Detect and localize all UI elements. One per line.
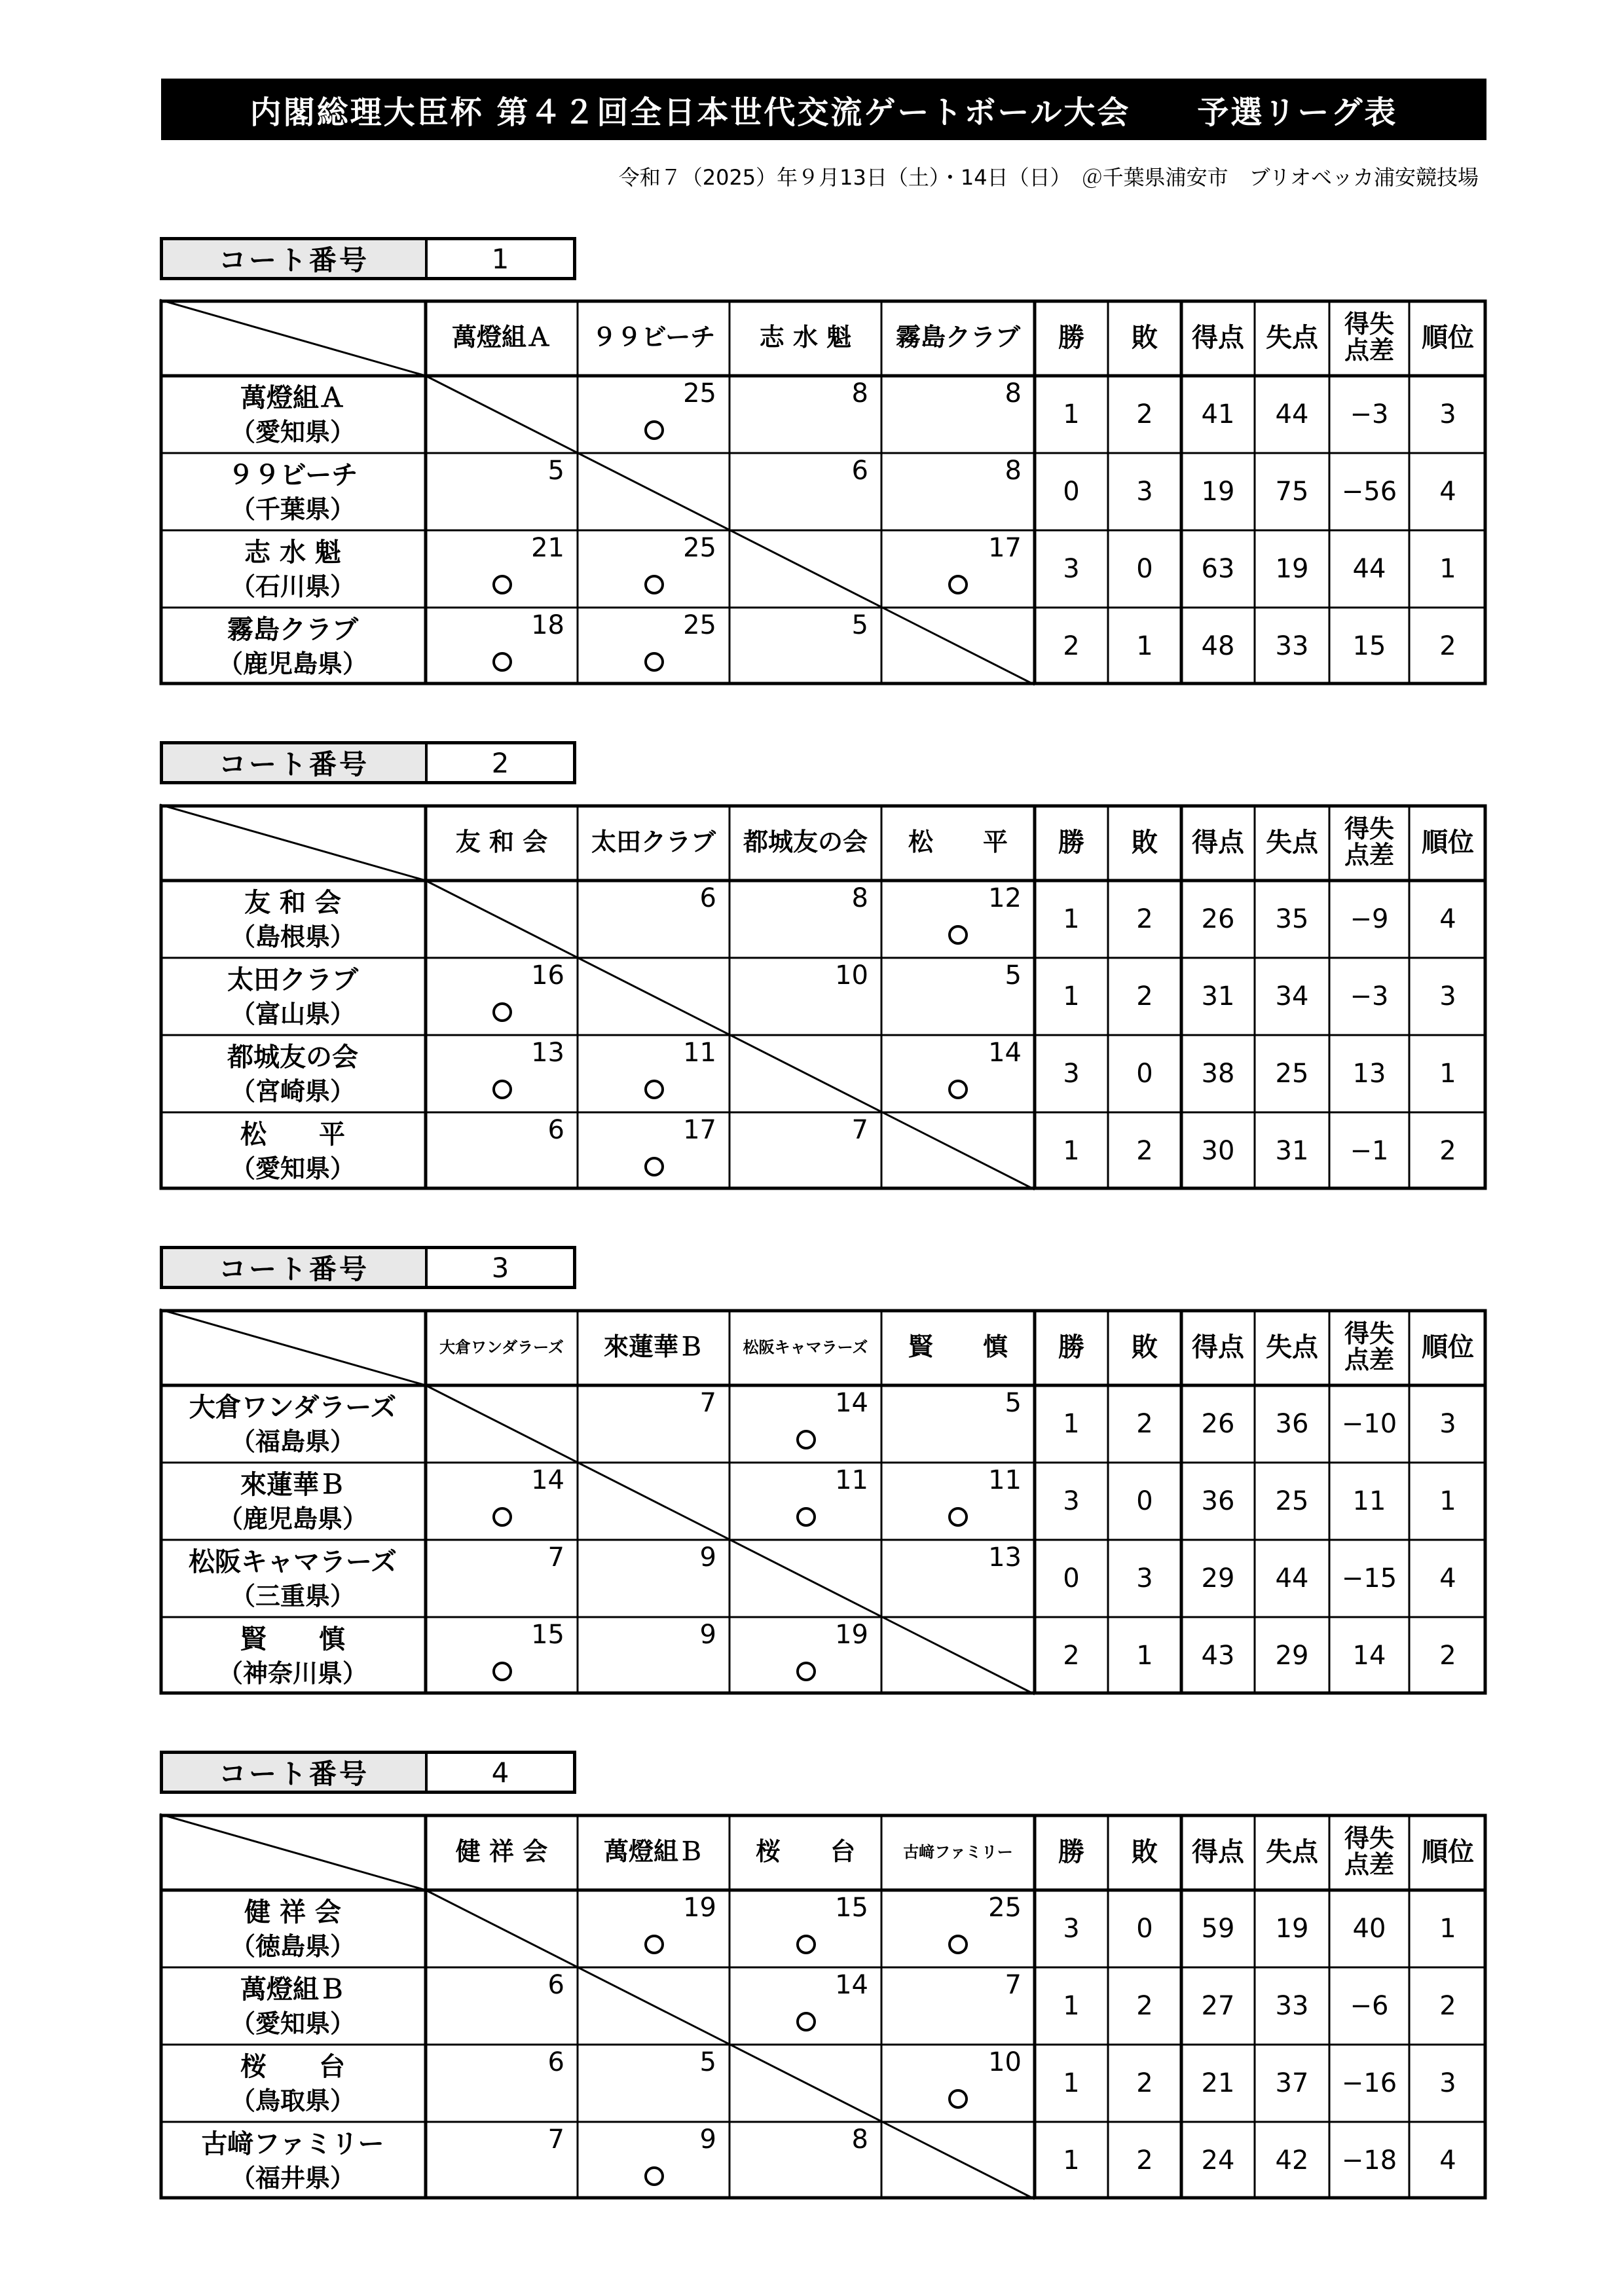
- column-header-stat: 得失 点差: [1344, 814, 1394, 869]
- match-score: 21: [531, 533, 564, 563]
- column-header-stat: 失点: [1266, 323, 1318, 353]
- stat-value: 34: [1275, 981, 1309, 1011]
- column-header-stat: 得失 点差: [1344, 1319, 1394, 1374]
- column-header-stat: 勝: [1058, 828, 1084, 858]
- match-score: 19: [683, 1893, 716, 1923]
- column-header-team: 來蓮華Ｂ: [603, 1332, 703, 1362]
- stat-value: 33: [1275, 1991, 1309, 2021]
- win-mark-circle: [948, 575, 968, 594]
- stat-value: 3: [1136, 477, 1153, 507]
- stat-value: 21: [1201, 2068, 1235, 2098]
- stat-value: 24: [1201, 2145, 1235, 2176]
- match-score: 19: [835, 1620, 868, 1650]
- league-table: [160, 300, 1486, 685]
- win-mark-circle: [948, 2089, 968, 2109]
- stat-value: 3: [1136, 1563, 1153, 1594]
- stat-value: 19: [1275, 554, 1309, 584]
- stat-value: 1: [1439, 1914, 1456, 1944]
- court-number-box: [160, 1246, 576, 1289]
- stat-value: 1: [1063, 1136, 1080, 1166]
- stat-value: −10: [1341, 1409, 1397, 1439]
- match-score: 8: [1005, 456, 1022, 486]
- stat-value: −16: [1341, 2068, 1397, 2098]
- column-header-team: 志 水 魁: [759, 323, 852, 352]
- stat-value: 4: [1439, 904, 1456, 934]
- stat-value: 3: [1063, 1914, 1080, 1944]
- stat-value: 4: [1439, 1563, 1456, 1594]
- stat-value: 3: [1063, 1486, 1080, 1516]
- win-mark-circle: [492, 652, 512, 672]
- win-mark-circle: [492, 1002, 512, 1022]
- stat-value: 41: [1201, 399, 1235, 429]
- match-score: 5: [699, 2047, 716, 2077]
- row-team-name: 來蓮華Ｂ: [240, 1470, 345, 1500]
- page-title: 内閣総理大臣杯 第４２回全日本世代交流ゲートボール大会 予選リーグ表: [161, 79, 1486, 140]
- stat-value: 4: [1439, 477, 1456, 507]
- row-team-name: 萬燈組Ｂ: [240, 1975, 345, 2005]
- row-team-prefecture: （福井県）: [230, 2164, 355, 2193]
- row-team-prefecture: （富山県）: [230, 1000, 355, 1029]
- stat-value: 25: [1275, 1059, 1309, 1089]
- corner-diagonal: [160, 300, 426, 376]
- win-mark-circle: [644, 1157, 664, 1176]
- stat-value: 3: [1439, 399, 1456, 429]
- match-score: 25: [683, 533, 716, 563]
- stat-value: 1: [1136, 1641, 1153, 1671]
- court-label-text: コート番号: [163, 744, 428, 781]
- row-team-name: 古﨑ファミリー: [201, 2129, 384, 2159]
- stat-value: 29: [1201, 1563, 1235, 1594]
- match-score: 8: [851, 378, 868, 409]
- column-header-team: 賢 慎: [908, 1332, 1008, 1362]
- column-header-stat: 得点: [1192, 828, 1244, 858]
- league-table: [160, 1309, 1486, 1694]
- stat-value: 0: [1136, 1914, 1153, 1944]
- stat-value: −1: [1350, 1136, 1389, 1166]
- match-score: 7: [699, 1388, 716, 1418]
- column-header-stat: 敗: [1132, 828, 1158, 858]
- column-header-team: 桜 台: [755, 1837, 855, 1867]
- stat-value: 48: [1201, 631, 1235, 661]
- column-header-stat: 敗: [1132, 1837, 1158, 1867]
- stat-value: 1: [1439, 554, 1456, 584]
- match-score: 6: [547, 2047, 564, 2077]
- stat-value: 42: [1275, 2145, 1309, 2176]
- court-number-box: [160, 1751, 576, 1794]
- match-score: 25: [683, 610, 716, 640]
- stat-value: 44: [1352, 554, 1386, 584]
- event-date-venue: 令和７（2025）年９月13日（土）・14日（日） ＠千葉県浦安市 ブリオベッカ浦安競技場: [618, 165, 1479, 190]
- column-header-stat: 失点: [1266, 1837, 1318, 1867]
- stat-value: −56: [1341, 477, 1397, 507]
- stat-value: −18: [1341, 2145, 1397, 2176]
- stat-value: 19: [1275, 1914, 1309, 1944]
- match-score: 10: [988, 2047, 1022, 2077]
- stat-value: 26: [1201, 1409, 1235, 1439]
- column-header-team: 古﨑ファミリー: [903, 1842, 1013, 1861]
- column-header-team: 都城友の会: [743, 828, 868, 857]
- row-team-name: 松 平: [240, 1120, 345, 1150]
- match-score: 10: [835, 960, 868, 991]
- stat-value: 37: [1275, 2068, 1309, 2098]
- row-team-prefecture: （鹿児島県）: [217, 649, 367, 679]
- stat-value: 63: [1201, 554, 1235, 584]
- match-score: 9: [699, 1620, 716, 1650]
- stat-value: 30: [1201, 1136, 1235, 1166]
- row-team-name: 健 祥 会: [244, 1897, 341, 1927]
- column-header-team: 萬燈組Ａ: [451, 323, 551, 352]
- row-team-name: 都城友の会: [227, 1042, 358, 1072]
- match-score: 12: [988, 883, 1022, 913]
- stat-value: −9: [1350, 904, 1389, 934]
- court-label-text: コート番号: [163, 240, 428, 277]
- stat-value: 75: [1275, 477, 1309, 507]
- stat-value: 15: [1352, 631, 1386, 661]
- column-header-stat: 得点: [1192, 1837, 1244, 1867]
- column-header-stat: 失点: [1266, 1332, 1318, 1362]
- win-mark-circle: [948, 1935, 968, 1954]
- stat-value: 2: [1136, 2068, 1153, 2098]
- stat-value: 13: [1352, 1059, 1386, 1089]
- match-score: 11: [988, 1465, 1022, 1495]
- match-score: 16: [531, 960, 564, 991]
- match-score: 7: [547, 1542, 564, 1573]
- stat-value: 1: [1439, 1059, 1456, 1089]
- stat-value: 3: [1063, 554, 1080, 584]
- stat-value: 0: [1063, 477, 1080, 507]
- stat-value: −15: [1341, 1563, 1397, 1594]
- stat-value: 1: [1063, 1991, 1080, 2021]
- match-score: 25: [988, 1893, 1022, 1923]
- win-mark-circle: [796, 1430, 816, 1449]
- win-mark-circle: [644, 575, 664, 594]
- match-score: 11: [683, 1038, 716, 1068]
- column-header-stat: 得失 点差: [1344, 310, 1394, 365]
- column-header-stat: 勝: [1058, 323, 1084, 353]
- match-score: 7: [851, 1115, 868, 1145]
- stat-value: 35: [1275, 904, 1309, 934]
- column-header-stat: 敗: [1132, 323, 1158, 353]
- court-label-text: コート番号: [163, 1249, 428, 1286]
- row-team-name: 桜 台: [240, 2052, 345, 2082]
- stat-value: 2: [1136, 2145, 1153, 2176]
- match-score: 9: [699, 2124, 716, 2155]
- row-team-name: 松阪キャマラーズ: [189, 1547, 397, 1577]
- column-header-team: 太田クラブ: [591, 828, 716, 857]
- row-team-prefecture: （島根県）: [230, 922, 355, 952]
- win-mark-circle: [644, 420, 664, 440]
- court-number: 3: [491, 1251, 509, 1284]
- win-mark-circle: [644, 652, 664, 672]
- row-team-prefecture: （愛知県）: [230, 418, 355, 447]
- stat-value: 2: [1136, 1991, 1153, 2021]
- stat-value: 1: [1439, 1486, 1456, 1516]
- stat-value: 2: [1439, 1136, 1456, 1166]
- column-header-team: 霧島クラブ: [895, 323, 1020, 352]
- stat-value: 11: [1352, 1486, 1386, 1516]
- column-header-stat: 失点: [1266, 828, 1318, 858]
- stat-value: 2: [1136, 1409, 1153, 1439]
- match-score: 8: [851, 883, 868, 913]
- court-number: 2: [491, 746, 509, 779]
- win-mark-circle: [492, 1662, 512, 1681]
- corner-diagonal: [160, 1814, 426, 1890]
- stat-value: 3: [1439, 2068, 1456, 2098]
- court-number: 1: [491, 242, 509, 275]
- row-team-prefecture: （鹿児島県）: [217, 1504, 367, 1534]
- row-team-prefecture: （徳島県）: [230, 1932, 355, 1961]
- match-score: 14: [531, 1465, 564, 1495]
- stat-value: 38: [1201, 1059, 1235, 1089]
- stat-value: 40: [1352, 1914, 1386, 1944]
- league-table: [160, 805, 1486, 1190]
- stat-value: 33: [1275, 631, 1309, 661]
- match-score: 13: [531, 1038, 564, 1068]
- stat-value: −3: [1350, 399, 1389, 429]
- win-mark-circle: [796, 1662, 816, 1681]
- column-header-stat: 順位: [1422, 828, 1474, 858]
- stat-value: 2: [1136, 904, 1153, 934]
- row-team-name: 霧島クラブ: [227, 615, 358, 645]
- win-mark-circle: [492, 1507, 512, 1527]
- column-header-team: 友 和 会: [455, 828, 548, 857]
- stat-value: 25: [1275, 1486, 1309, 1516]
- stat-value: 1: [1136, 631, 1153, 661]
- match-score: 5: [1005, 960, 1022, 991]
- stat-value: 29: [1275, 1641, 1309, 1671]
- corner-diagonal: [160, 1309, 426, 1385]
- column-header-stat: 敗: [1132, 1332, 1158, 1362]
- stat-value: 1: [1063, 2145, 1080, 2176]
- row-team-prefecture: （石川県）: [230, 572, 355, 602]
- stat-value: 1: [1063, 2068, 1080, 2098]
- corner-diagonal: [160, 805, 426, 881]
- stat-value: −6: [1350, 1991, 1389, 2021]
- court-number: 4: [491, 1756, 509, 1789]
- column-header-team: 松阪キャマラーズ: [743, 1338, 868, 1357]
- stat-value: 2: [1439, 1641, 1456, 1671]
- stat-value: 3: [1439, 981, 1456, 1011]
- stat-value: 2: [1136, 981, 1153, 1011]
- court-number-box: [160, 237, 576, 280]
- stat-value: 31: [1201, 981, 1235, 1011]
- stat-value: 2: [1439, 1991, 1456, 2021]
- win-mark-circle: [492, 1080, 512, 1099]
- stat-value: 3: [1063, 1059, 1080, 1089]
- row-team-prefecture: （福島県）: [230, 1427, 355, 1457]
- row-team-name: 志 水 魁: [244, 538, 341, 568]
- column-header-team: ９９ビーチ: [591, 323, 716, 352]
- match-score: 7: [1005, 1970, 1022, 2000]
- match-score: 13: [988, 1542, 1022, 1573]
- column-header-stat: 順位: [1422, 1332, 1474, 1362]
- column-header-team: 萬燈組Ｂ: [603, 1837, 703, 1867]
- column-header-stat: 得点: [1192, 323, 1244, 353]
- row-team-prefecture: （宮崎県）: [230, 1077, 355, 1106]
- win-mark-circle: [796, 1507, 816, 1527]
- win-mark-circle: [948, 925, 968, 945]
- win-mark-circle: [492, 575, 512, 594]
- win-mark-circle: [796, 1935, 816, 1954]
- row-team-prefecture: （千葉県）: [230, 495, 355, 524]
- stat-value: 36: [1275, 1409, 1309, 1439]
- stat-value: 0: [1136, 554, 1153, 584]
- stat-value: 2: [1063, 1641, 1080, 1671]
- column-header-stat: 得点: [1192, 1332, 1244, 1362]
- win-mark-circle: [948, 1507, 968, 1527]
- match-score: 5: [1005, 1388, 1022, 1418]
- column-header-stat: 順位: [1422, 323, 1474, 353]
- column-header-team: 大倉ワンダラーズ: [439, 1338, 564, 1357]
- league-table: [160, 1814, 1486, 2199]
- match-score: 5: [851, 610, 868, 640]
- row-team-name: ９９ビーチ: [227, 460, 358, 490]
- match-score: 14: [835, 1388, 868, 1418]
- column-header-stat: 勝: [1058, 1332, 1084, 1362]
- match-score: 17: [683, 1115, 716, 1145]
- stat-value: 0: [1136, 1486, 1153, 1516]
- match-score: 15: [531, 1620, 564, 1650]
- row-team-name: 太田クラブ: [227, 965, 358, 995]
- match-score: 17: [988, 533, 1022, 563]
- stat-value: 2: [1136, 399, 1153, 429]
- match-score: 25: [683, 378, 716, 409]
- match-score: 6: [851, 456, 868, 486]
- stat-value: 27: [1201, 1991, 1235, 2021]
- match-score: 8: [1005, 378, 1022, 409]
- stat-value: 26: [1201, 904, 1235, 934]
- row-team-prefecture: （神奈川県）: [217, 1659, 367, 1688]
- match-score: 6: [547, 1970, 564, 2000]
- stat-value: 1: [1063, 981, 1080, 1011]
- stat-value: −3: [1350, 981, 1389, 1011]
- match-score: 6: [699, 883, 716, 913]
- row-team-name: 萬燈組Ａ: [240, 383, 345, 413]
- stat-value: 4: [1439, 2145, 1456, 2176]
- stat-value: 1: [1063, 399, 1080, 429]
- stat-value: 3: [1439, 1409, 1456, 1439]
- stat-value: 2: [1439, 631, 1456, 661]
- stat-value: 2: [1063, 631, 1080, 661]
- match-score: 8: [851, 2124, 868, 2155]
- column-header-stat: 勝: [1058, 1837, 1084, 1867]
- row-team-prefecture: （鳥取県）: [230, 2086, 355, 2116]
- stat-value: 1: [1063, 1409, 1080, 1439]
- column-header-stat: 順位: [1422, 1837, 1474, 1867]
- row-team-prefecture: （三重県）: [230, 1582, 355, 1611]
- stat-value: 2: [1136, 1136, 1153, 1166]
- stat-value: 59: [1201, 1914, 1235, 1944]
- stat-value: 0: [1136, 1059, 1153, 1089]
- row-team-prefecture: （愛知県）: [230, 2009, 355, 2039]
- match-score: 9: [699, 1542, 716, 1573]
- match-score: 7: [547, 2124, 564, 2155]
- column-header-stat: 得失 点差: [1344, 1824, 1394, 1879]
- win-mark-circle: [644, 1935, 664, 1954]
- court-label-text: コート番号: [163, 1754, 428, 1791]
- court-number-box: [160, 741, 576, 784]
- match-score: 5: [547, 456, 564, 486]
- match-score: 11: [835, 1465, 868, 1495]
- match-score: 18: [531, 610, 564, 640]
- stat-value: 0: [1063, 1563, 1080, 1594]
- row-team-name: 友 和 会: [244, 888, 341, 918]
- row-team-name: 賢 慎: [240, 1624, 345, 1654]
- stat-value: 43: [1201, 1641, 1235, 1671]
- stat-value: 44: [1275, 1563, 1309, 1594]
- win-mark-circle: [644, 1080, 664, 1099]
- win-mark-circle: [644, 2166, 664, 2186]
- stat-value: 19: [1201, 477, 1235, 507]
- match-score: 14: [988, 1038, 1022, 1068]
- stat-value: 44: [1275, 399, 1309, 429]
- row-team-prefecture: （愛知県）: [230, 1154, 355, 1184]
- match-score: 14: [835, 1970, 868, 2000]
- match-score: 6: [547, 1115, 564, 1145]
- stat-value: 1: [1063, 904, 1080, 934]
- win-mark-circle: [948, 1080, 968, 1099]
- column-header-team: 健 祥 会: [455, 1837, 548, 1867]
- row-team-name: 大倉ワンダラーズ: [189, 1393, 397, 1423]
- win-mark-circle: [796, 2012, 816, 2032]
- match-score: 15: [835, 1893, 868, 1923]
- stat-value: 36: [1201, 1486, 1235, 1516]
- column-header-team: 松 平: [908, 828, 1008, 857]
- stat-value: 14: [1352, 1641, 1386, 1671]
- stat-value: 31: [1275, 1136, 1309, 1166]
